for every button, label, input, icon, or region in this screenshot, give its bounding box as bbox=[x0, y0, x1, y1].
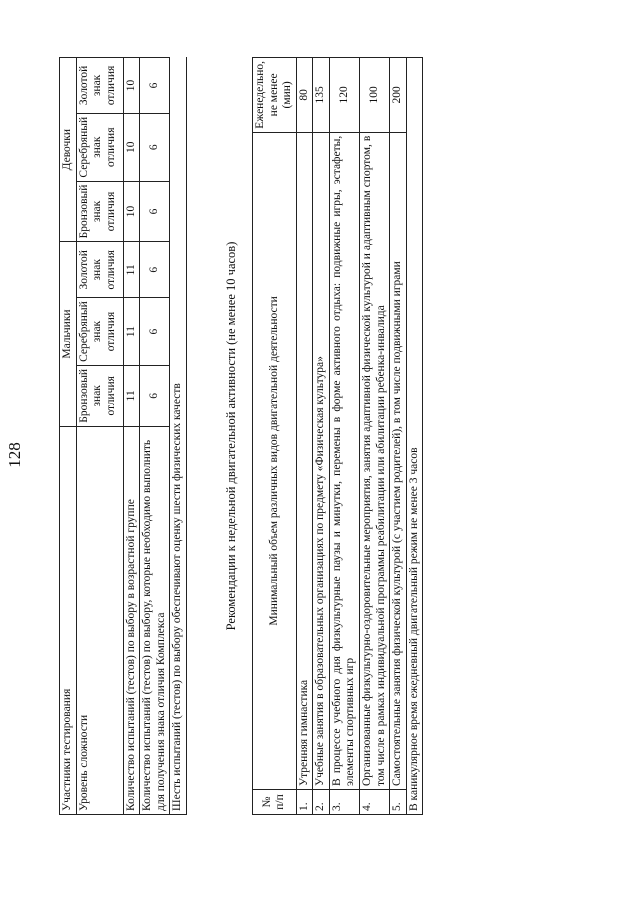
cell-value: 6 bbox=[140, 58, 170, 114]
cell-value: 6 bbox=[140, 298, 170, 366]
cell-value: 10 bbox=[123, 113, 140, 181]
cell-value: 6 bbox=[140, 181, 170, 242]
table-footer: В каникулярное время ежедневный двигательный режим не менее 3 часов bbox=[406, 58, 423, 815]
cell-value: 6 bbox=[140, 365, 170, 426]
cell-value: 11 bbox=[123, 365, 140, 426]
row-number: 2. bbox=[313, 790, 330, 815]
cell-value: 10 bbox=[123, 181, 140, 242]
row-number: 3. bbox=[329, 790, 359, 815]
level-header: Серебряный знак отличия bbox=[76, 113, 123, 181]
table-row bbox=[359, 58, 389, 815]
table-row bbox=[329, 58, 359, 815]
minutes-cell: 200 bbox=[390, 58, 407, 133]
table-row bbox=[170, 58, 187, 815]
cell-value: 11 bbox=[123, 298, 140, 366]
row-label: Количество испытаний (тестов) по выбору, которые необходимо выполнить для получения знака отличия Комплекса bbox=[140, 426, 170, 814]
minutes-cell: 135 bbox=[313, 58, 330, 133]
cell-value: 6 bbox=[140, 113, 170, 181]
activity-cell: Утренняя гимнастика bbox=[296, 132, 313, 789]
level-header: Бронзовый знак отличия bbox=[76, 181, 123, 242]
table-row bbox=[313, 58, 330, 815]
table-row bbox=[253, 58, 297, 815]
recommendations-title: Рекомендации к недельной двигательной активности (не менее 10 часов) bbox=[224, 241, 238, 631]
activity-cell: Организованные физкультурно-оздоровительные мероприятия, занятия адаптивной физической культурой и адаптивным спортом, в том числе в рамках индивидуальной программы реабилитации или абилитации ребенка-инвалида bbox=[359, 132, 389, 789]
testing-levels-table bbox=[59, 57, 187, 815]
row-label: Количество испытаний (тестов) по выбору в возрастной группе bbox=[123, 426, 140, 814]
boys-header: Мальчики bbox=[60, 242, 77, 426]
table-row bbox=[406, 58, 423, 815]
cell-value: 6 bbox=[140, 242, 170, 298]
table-row bbox=[60, 58, 77, 815]
level-header: Серебряный знак отличия bbox=[76, 298, 123, 366]
table-row bbox=[296, 58, 313, 815]
activity-header: Минимальный объем различных видов двигательной деятельности bbox=[253, 132, 297, 789]
level-header: Золотой знак отличия bbox=[76, 242, 123, 298]
girls-header: Девочки bbox=[60, 58, 77, 242]
activity-table bbox=[252, 57, 423, 815]
difficulty-header: Уровень сложности bbox=[76, 426, 123, 814]
level-header: Бронзовый знак отличия bbox=[76, 365, 123, 426]
minutes-cell: 100 bbox=[359, 58, 389, 133]
weekly-header: Еженедельно, не менее (мин) bbox=[253, 58, 297, 133]
row-number: 1. bbox=[296, 790, 313, 815]
activity-cell: Самостоятельные занятия физической культурой (с участием родителей), в том числе подвижными играми bbox=[390, 132, 407, 789]
participants-header: Участники тестирования bbox=[60, 426, 77, 814]
table-row bbox=[123, 58, 140, 815]
cell-value: 10 bbox=[123, 58, 140, 114]
table-footer: Шесть испытаний (тестов) по выбору обеспечивают оценку шести физических качеств bbox=[170, 58, 187, 815]
table-row bbox=[390, 58, 407, 815]
level-header: Золотой знак отличия bbox=[76, 58, 123, 114]
table-row bbox=[140, 58, 170, 815]
number-header: № п/п bbox=[253, 790, 297, 815]
minutes-cell: 80 bbox=[296, 58, 313, 133]
table-row bbox=[76, 58, 123, 815]
activity-cell: В процессе учебного дня физкультурные паузы и минутки, перемены в форме активного отдыха: подвижные игры, эстафеты, элементы спортивных игр bbox=[329, 132, 359, 789]
cell-value: 11 bbox=[123, 242, 140, 298]
row-number: 5. bbox=[390, 790, 407, 815]
minutes-cell: 120 bbox=[329, 58, 359, 133]
page-number: 128 bbox=[5, 442, 24, 468]
activity-cell: Учебные занятия в образовательных организациях по предмету «Физическая культура» bbox=[313, 132, 330, 789]
row-number: 4. bbox=[359, 790, 389, 815]
